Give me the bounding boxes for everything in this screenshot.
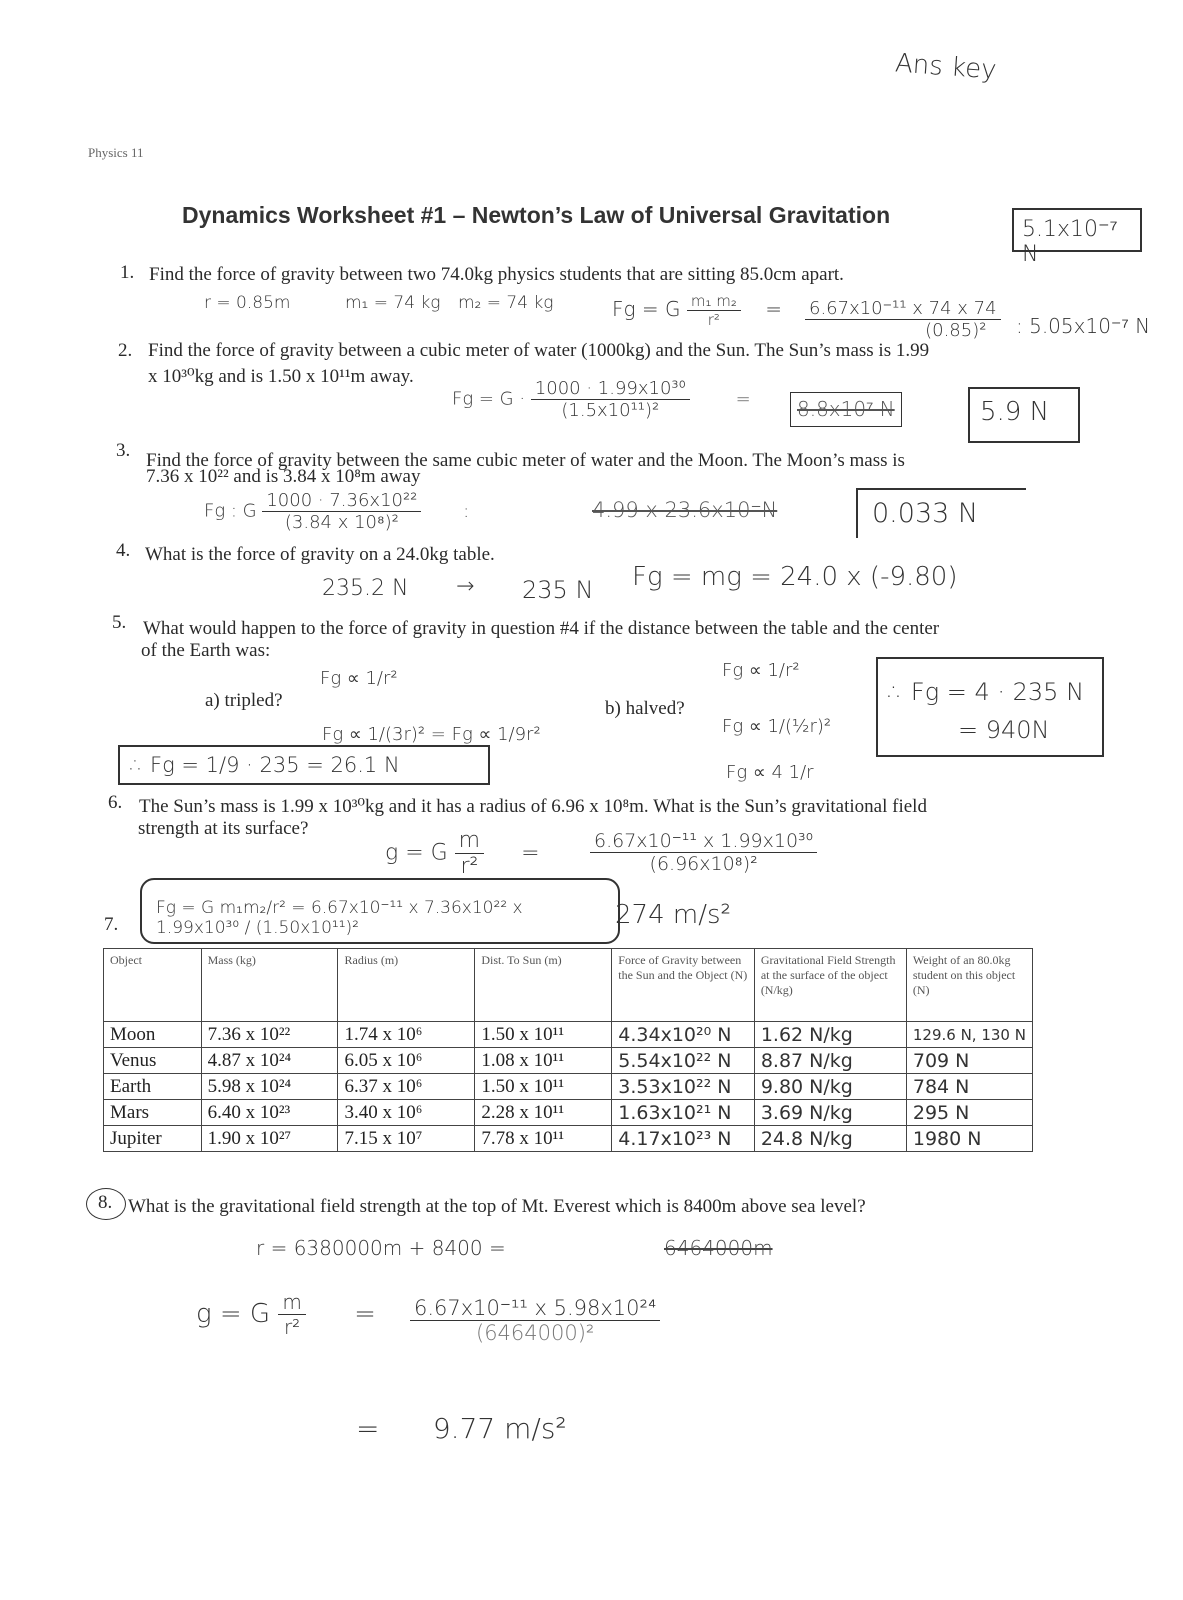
row-radius: 3.40 x 10⁶ — [338, 1100, 475, 1126]
q3-answer: 0.033 N — [872, 498, 979, 529]
q5b-note-3: Fg ∝ 4 1/r — [726, 762, 814, 783]
row-field: 8.87 N/kg — [754, 1048, 906, 1074]
q1-formula-num: m₁ m₂ — [687, 292, 741, 311]
answer-key-note: Ans key — [894, 48, 998, 86]
q5a-note: Fg ∝ 1/r² — [320, 668, 398, 689]
q2-work-lhs: Fg = G · — [452, 388, 526, 410]
q1-formula-lhs: Fg = G — [612, 297, 681, 321]
header-field-strength: Gravitational Field Strength at the surface of the object (N/kg) — [754, 949, 906, 1022]
question-8-number: 8. — [98, 1192, 113, 1213]
planet-data-table — [103, 948, 1033, 1152]
row-mass: 4.87 x 10²⁴ — [201, 1048, 338, 1074]
question-2-number: 2. — [118, 340, 133, 361]
q1-work-r: r = 0.85m — [204, 293, 291, 313]
q8-work: g = G $\frac{m}{\text{r²}}$ = — [196, 1290, 376, 1339]
table-row — [104, 1022, 1033, 1048]
row-field: 9.80 N/kg — [754, 1074, 906, 1100]
q1-answer: : 5.05x10⁻⁷ N — [1016, 314, 1151, 338]
row-dist: 1.50 x 10¹¹ — [475, 1074, 612, 1100]
q3-answer-box — [856, 488, 1026, 538]
q2-work-den: (1.5x10¹¹)² — [561, 400, 660, 421]
row-weight: 784 N — [906, 1074, 1032, 1100]
row-radius: 6.37 x 10⁶ — [338, 1074, 475, 1100]
page-title: Dynamics Worksheet #1 – Newton’s Law of Universal Gravitation — [182, 202, 891, 228]
q5a-answer: ∴ Fg = 1/9 · 235 = 26.1 N — [130, 753, 400, 777]
question-6-number: 6. — [108, 792, 123, 813]
q2-answer: 5.9 N — [980, 397, 1050, 427]
table-row — [104, 1126, 1033, 1152]
q1-calc-num: 6.67x10⁻¹¹ x 74 x 74 — [805, 298, 1001, 320]
q3-work-den: (3.84 x 10⁸)² — [284, 512, 399, 533]
question-5-text-line1: What would happen to the force of gravity in question #4 if the distance between the table and the center — [143, 618, 940, 639]
q5b-label: b) halved? — [605, 698, 685, 719]
q4-formula: Fg = mg = 24.0 x (-9.80) — [632, 562, 958, 592]
row-mass: 5.98 x 10²⁴ — [201, 1074, 338, 1100]
course-label: Physics 11 — [88, 145, 144, 160]
header-radius: Radius (m) — [338, 949, 475, 1022]
row-radius: 7.15 x 10⁷ — [338, 1126, 475, 1152]
q2-answer-box — [968, 387, 1080, 443]
top-right-answer: 5.1x10⁻⁷ N — [1022, 217, 1118, 267]
question-7-number: 7. — [104, 914, 119, 935]
q8-calc-num: 6.67x10⁻¹¹ x 5.98x10²⁴ — [410, 1296, 660, 1321]
q1-work-m2: m₂ = 74 kg — [458, 293, 554, 313]
row-radius: 6.05 x 10⁶ — [338, 1048, 475, 1074]
q5b-answer-1: ∴ Fg = 4 · 235 N — [888, 678, 1085, 706]
q1-formula-den: r² — [707, 311, 720, 329]
row-dist: 7.78 x 10¹¹ — [475, 1126, 612, 1152]
question-4-text: What is the force of gravity on a 24.0kg table. — [145, 544, 495, 565]
header-mass: Mass (kg) — [201, 949, 338, 1022]
q8-calculation — [410, 1296, 660, 1345]
q4-work-raw: 235.2 N — [322, 576, 409, 601]
q1-calculation — [805, 298, 1001, 341]
question-2-text-line1: Find the force of gravity between a cubic meter of water (1000kg) and the Sun. The Sun’s mass is 1.99 — [148, 340, 930, 361]
question-6-text-line1: The Sun’s mass is 1.99 x 10³⁰kg and it has a radius of 6.96 x 10⁸m. What is the Sun’s gravitational field — [139, 796, 927, 817]
q6-calculation — [590, 830, 817, 876]
row-dist: 1.08 x 10¹¹ — [475, 1048, 612, 1074]
question-3-number: 3. — [116, 440, 131, 461]
row-force: 4.34x10²⁰ N — [612, 1022, 755, 1048]
q1-work-m1: m₁ = 74 kg — [345, 293, 441, 313]
q7-formula-box — [140, 878, 620, 944]
table-row — [104, 1100, 1033, 1126]
row-mass: 6.40 x 10²³ — [201, 1100, 338, 1126]
q5a-answer-box — [118, 745, 490, 785]
q8-work-r-crossed: 6464000m — [664, 1236, 773, 1260]
question-6-text-line2: strength at its surface? — [138, 818, 309, 839]
row-object: Moon — [104, 1022, 202, 1048]
row-weight: 129.6 N, 130 N — [906, 1022, 1032, 1048]
q2-work: Fg = G · $\frac{\text{1000 · 1.99x10³⁰}}{\text{(1.5x10¹¹)²}}$ = — [452, 378, 751, 421]
q1-formula: Fg = G $\frac{\text{m₁ m₂}}{\text{r²}}$ = — [612, 292, 782, 329]
row-object: Venus — [104, 1048, 202, 1074]
q8-work-lhs: g = G — [196, 1299, 271, 1329]
q5b-answer-box — [876, 657, 1104, 757]
q2-crossed-answer: 8.8x10⁷ N — [790, 392, 902, 427]
row-force: 5.54x10²² N — [612, 1048, 755, 1074]
row-force: 4.17x10²³ N — [612, 1126, 755, 1152]
question-2-text-line2: x 10³⁰kg and is 1.50 x 10¹¹m away. — [148, 366, 414, 387]
top-right-answer-box — [1012, 208, 1142, 267]
q2-work-num: 1000 · 1.99x10³⁰ — [531, 378, 690, 400]
row-dist: 1.50 x 10¹¹ — [475, 1022, 612, 1048]
q6-answer: 274 m/s² — [615, 900, 731, 930]
row-object: Mars — [104, 1100, 202, 1126]
row-force: 3.53x10²² N — [612, 1074, 755, 1100]
row-field: 1.62 N/kg — [754, 1022, 906, 1048]
q4-arrow: → — [456, 574, 475, 599]
q8-work-den: r² — [283, 1315, 301, 1339]
table-row — [104, 1048, 1033, 1074]
q5b-note-1: Fg ∝ 1/r² — [722, 660, 800, 681]
q3-work-num: 1000 · 7.36x10²² — [262, 490, 421, 512]
row-weight: 295 N — [906, 1100, 1032, 1126]
q3-work: Fg : G $\frac{\text{1000 · 7.36x10²²}}{\text{(3.84 x 10⁸)²}}$ : — [204, 490, 470, 533]
q1-calc-den: (0.85)² — [925, 320, 987, 341]
q6-calc-den: (6.96x10⁸)² — [649, 853, 758, 875]
question-5-text-line2: of the Earth was: — [141, 640, 271, 661]
row-object: Earth — [104, 1074, 202, 1100]
q3-work-lhs: Fg : G — [204, 500, 257, 522]
table-header-row — [104, 949, 1033, 1022]
question-3-text-line1: Find the force of gravity between the same cubic meter of water and the Moon. The Moon’s mass is — [146, 450, 905, 471]
q5b-answer-2: = 940N — [958, 716, 1050, 744]
q6-work-lhs: g = G — [385, 840, 448, 866]
question-8-text: What is the gravitational field strength at the top of Mt. Everest which is 8400m above sea level? — [128, 1196, 866, 1217]
row-field: 24.8 N/kg — [754, 1126, 906, 1152]
q6-work-num: m — [455, 828, 484, 854]
row-mass: 1.90 x 10²⁷ — [201, 1126, 338, 1152]
row-object: Jupiter — [104, 1126, 202, 1152]
q6-calc-num: 6.67x10⁻¹¹ x 1.99x10³⁰ — [590, 830, 817, 853]
header-object: Object — [104, 949, 202, 1022]
row-weight: 709 N — [906, 1048, 1032, 1074]
row-dist: 2.28 x 10¹¹ — [475, 1100, 612, 1126]
question-5-number: 5. — [112, 612, 127, 633]
q4-work-rounded: 235 N — [522, 576, 594, 604]
row-force: 1.63x10²¹ N — [612, 1100, 755, 1126]
table-row — [104, 1074, 1033, 1100]
q8-answer: = 9.77 m/s² — [356, 1412, 567, 1445]
q6-work-den: r² — [460, 854, 479, 879]
row-mass: 7.36 x 10²² — [201, 1022, 338, 1048]
q8-calc-den: (6464000)² — [476, 1321, 595, 1345]
header-weight: Weight of an 80.0kg student on this object (N) — [906, 949, 1032, 1022]
header-dist-to-sun: Dist. To Sun (m) — [475, 949, 612, 1022]
row-weight: 1980 N — [906, 1126, 1032, 1152]
q5b-note-2: Fg ∝ 1/(½r)² — [722, 716, 832, 737]
header-force-of-gravity: Force of Gravity between the Sun and the Object (N) — [612, 949, 755, 1022]
q8-work-r: r = 6380000m + 8400 = — [256, 1236, 506, 1260]
question-4-number: 4. — [116, 540, 131, 561]
q6-work: g = G $\frac{m}{\text{r²}}$ = — [385, 828, 540, 879]
row-radius: 1.74 x 10⁶ — [338, 1022, 475, 1048]
q5a-label: a) tripled? — [205, 690, 283, 711]
q8-work-num: m — [278, 1290, 305, 1315]
q3-crossed-answer: 4.99 x 23.6x10⁻N — [592, 498, 778, 522]
question-3-text-line2: 7.36 x 10²² and is 3.84 x 10⁸m away — [146, 466, 421, 487]
q7-formula: Fg = G m₁m₂/r² = 6.67x10⁻¹¹ x 7.36x10²² x 1.99x10³⁰ / (1.50x10¹¹)² — [156, 898, 523, 938]
question-1-text: Find the force of gravity between two 74.0kg physics students that are sitting 85.0cm apart. — [149, 264, 844, 285]
q5a-work: Fg ∝ 1/(3r)² = Fg ∝ 1/9r² — [322, 724, 541, 745]
row-field: 3.69 N/kg — [754, 1100, 906, 1126]
question-1-number: 1. — [120, 262, 135, 283]
